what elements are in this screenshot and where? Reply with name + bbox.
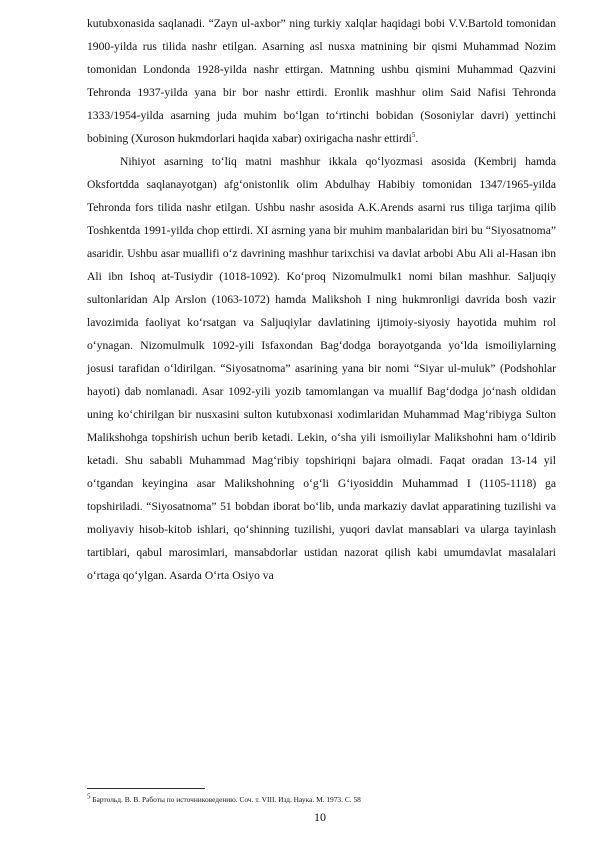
footnote-reference: 5	[411, 131, 416, 140]
paragraph-1-tail: .	[415, 132, 419, 145]
footnote	[87, 792, 556, 805]
paragraph-2: Nihiyot asarning to‘liq matni mashhur ikkala qo‘lyozmasi asosida (Kembrij hamda Oksfortdda saqlanayotgan) afg‘onistonlik olim Abdulhay Habibiy tomonidan 1347/1965-yilda Tehronda fors tilida nashr etilgan. Ushbu nashr asosida A.K.Arends asarni rus tiliga tarjima qilib Toshkentda 1991-yilda chop ettirdi. XI asrning yana bir muhim manbalaridan biri bu “Siyosatnoma” asaridir. Ushbu asar muallifi o‘z davrining mashhur tarixchisi va davlat arbobi Abu Ali al-Hasan ibn Ali ibn Ishoq at-Tusiydir (1018-1092). Ko‘proq Nizomulmulk1 nomi bilan mashhur. Saljuqiy sultonlaridan Alp Arslon (1063-1072) hamda Malikshoh I ning hukmronligi davrida bosh vazir lavozimida faoliyat ko‘rsatgan va Saljuqiylar davlatining ijtimoiy-siyosiy hayotida muhim rol o‘ynagan. Nizomulmulk 1092-yili Isfaxondan Bag‘dodga borayotganda yo‘lda ismoiliylarning josusi tarafidan o‘ldirilgan. “Siyosatnoma” asarining yana bir nomi “Siyar ul-muluk” (Podshohlar hayoti) dab nomlanadi. Asar 1092-yili yozib tamomlangan va muallif Bag‘dodga jo‘nash oldidan uning ko‘chirilgan bir nusxasini sulton kutubxonasi xodimlaridan Muhammad Mag‘ribiyga Sulton Malikshohga topshirish uchun berib ketadi. Lekin, o‘sha yili ismoiliylar Malikshohni ham o‘ldirib ketadi. Shu sababli Muhammad Mag‘ribiy topshiriqni bajara olmadi. Faqat oradan 13-14 yil o‘tgandan keyingina asar Malikshohning o‘g‘li G‘iyosiddin Muhammad I (1105-1118) ga topshiriladi. “Siyosatnoma” 51 bobdan iborat bo‘lib, unda markaziy davlat apparatining tuzilishi va moliyaviy hisob-kitob ishlari, qo‘shinning tuzilishi, yuqori davlat mansablari va ularga tayinlash tartiblari, qabul marosimlari, mansabdorlar ustidan nazorat qilish kabi umumdavlat masalalari o‘rtaga qo‘ylgan. Asarda O‘rta Osiyo va	[87, 155, 556, 582]
paragraph-1-text: kutubxonasida saqlanadi. “Zayn ul-axbor” ning turkiy xalqlar haqidagi bobi V.V.Bartold tomonidan 1900-yilda rus tilida nashr etilgan. Asarning asl nusxa matnining bir qismi Muhammad Nozim tomonidan Londonda 1928-yilda nashr ettirgan. Matnning ushbu qismini Muhammad Qazvini Tehronda 1937-yilda yana bir bor nashr ettirdi. Eronlik mashhur olim Said Nafisi Tehronda 1333/1954-yilda asarning juda muhim bo‘lgan to‘rtinchi bobidan (Sosoniylar davri) yettinchi bobining (Xuroson hukmdorlari haqida xabar) oxirigacha nashr ettirdi	[87, 17, 556, 145]
footnote-text: Бартольд. В. В. Работы по источниковедению. Соч. т. VIII. Изд. Наука. М. 1973. С. 58	[92, 795, 361, 804]
page-number: 10	[314, 810, 326, 824]
body-text	[87, 12, 556, 587]
paragraph-1	[87, 12, 556, 150]
footnote-divider	[87, 788, 205, 789]
footnote-number: 5	[87, 792, 91, 801]
